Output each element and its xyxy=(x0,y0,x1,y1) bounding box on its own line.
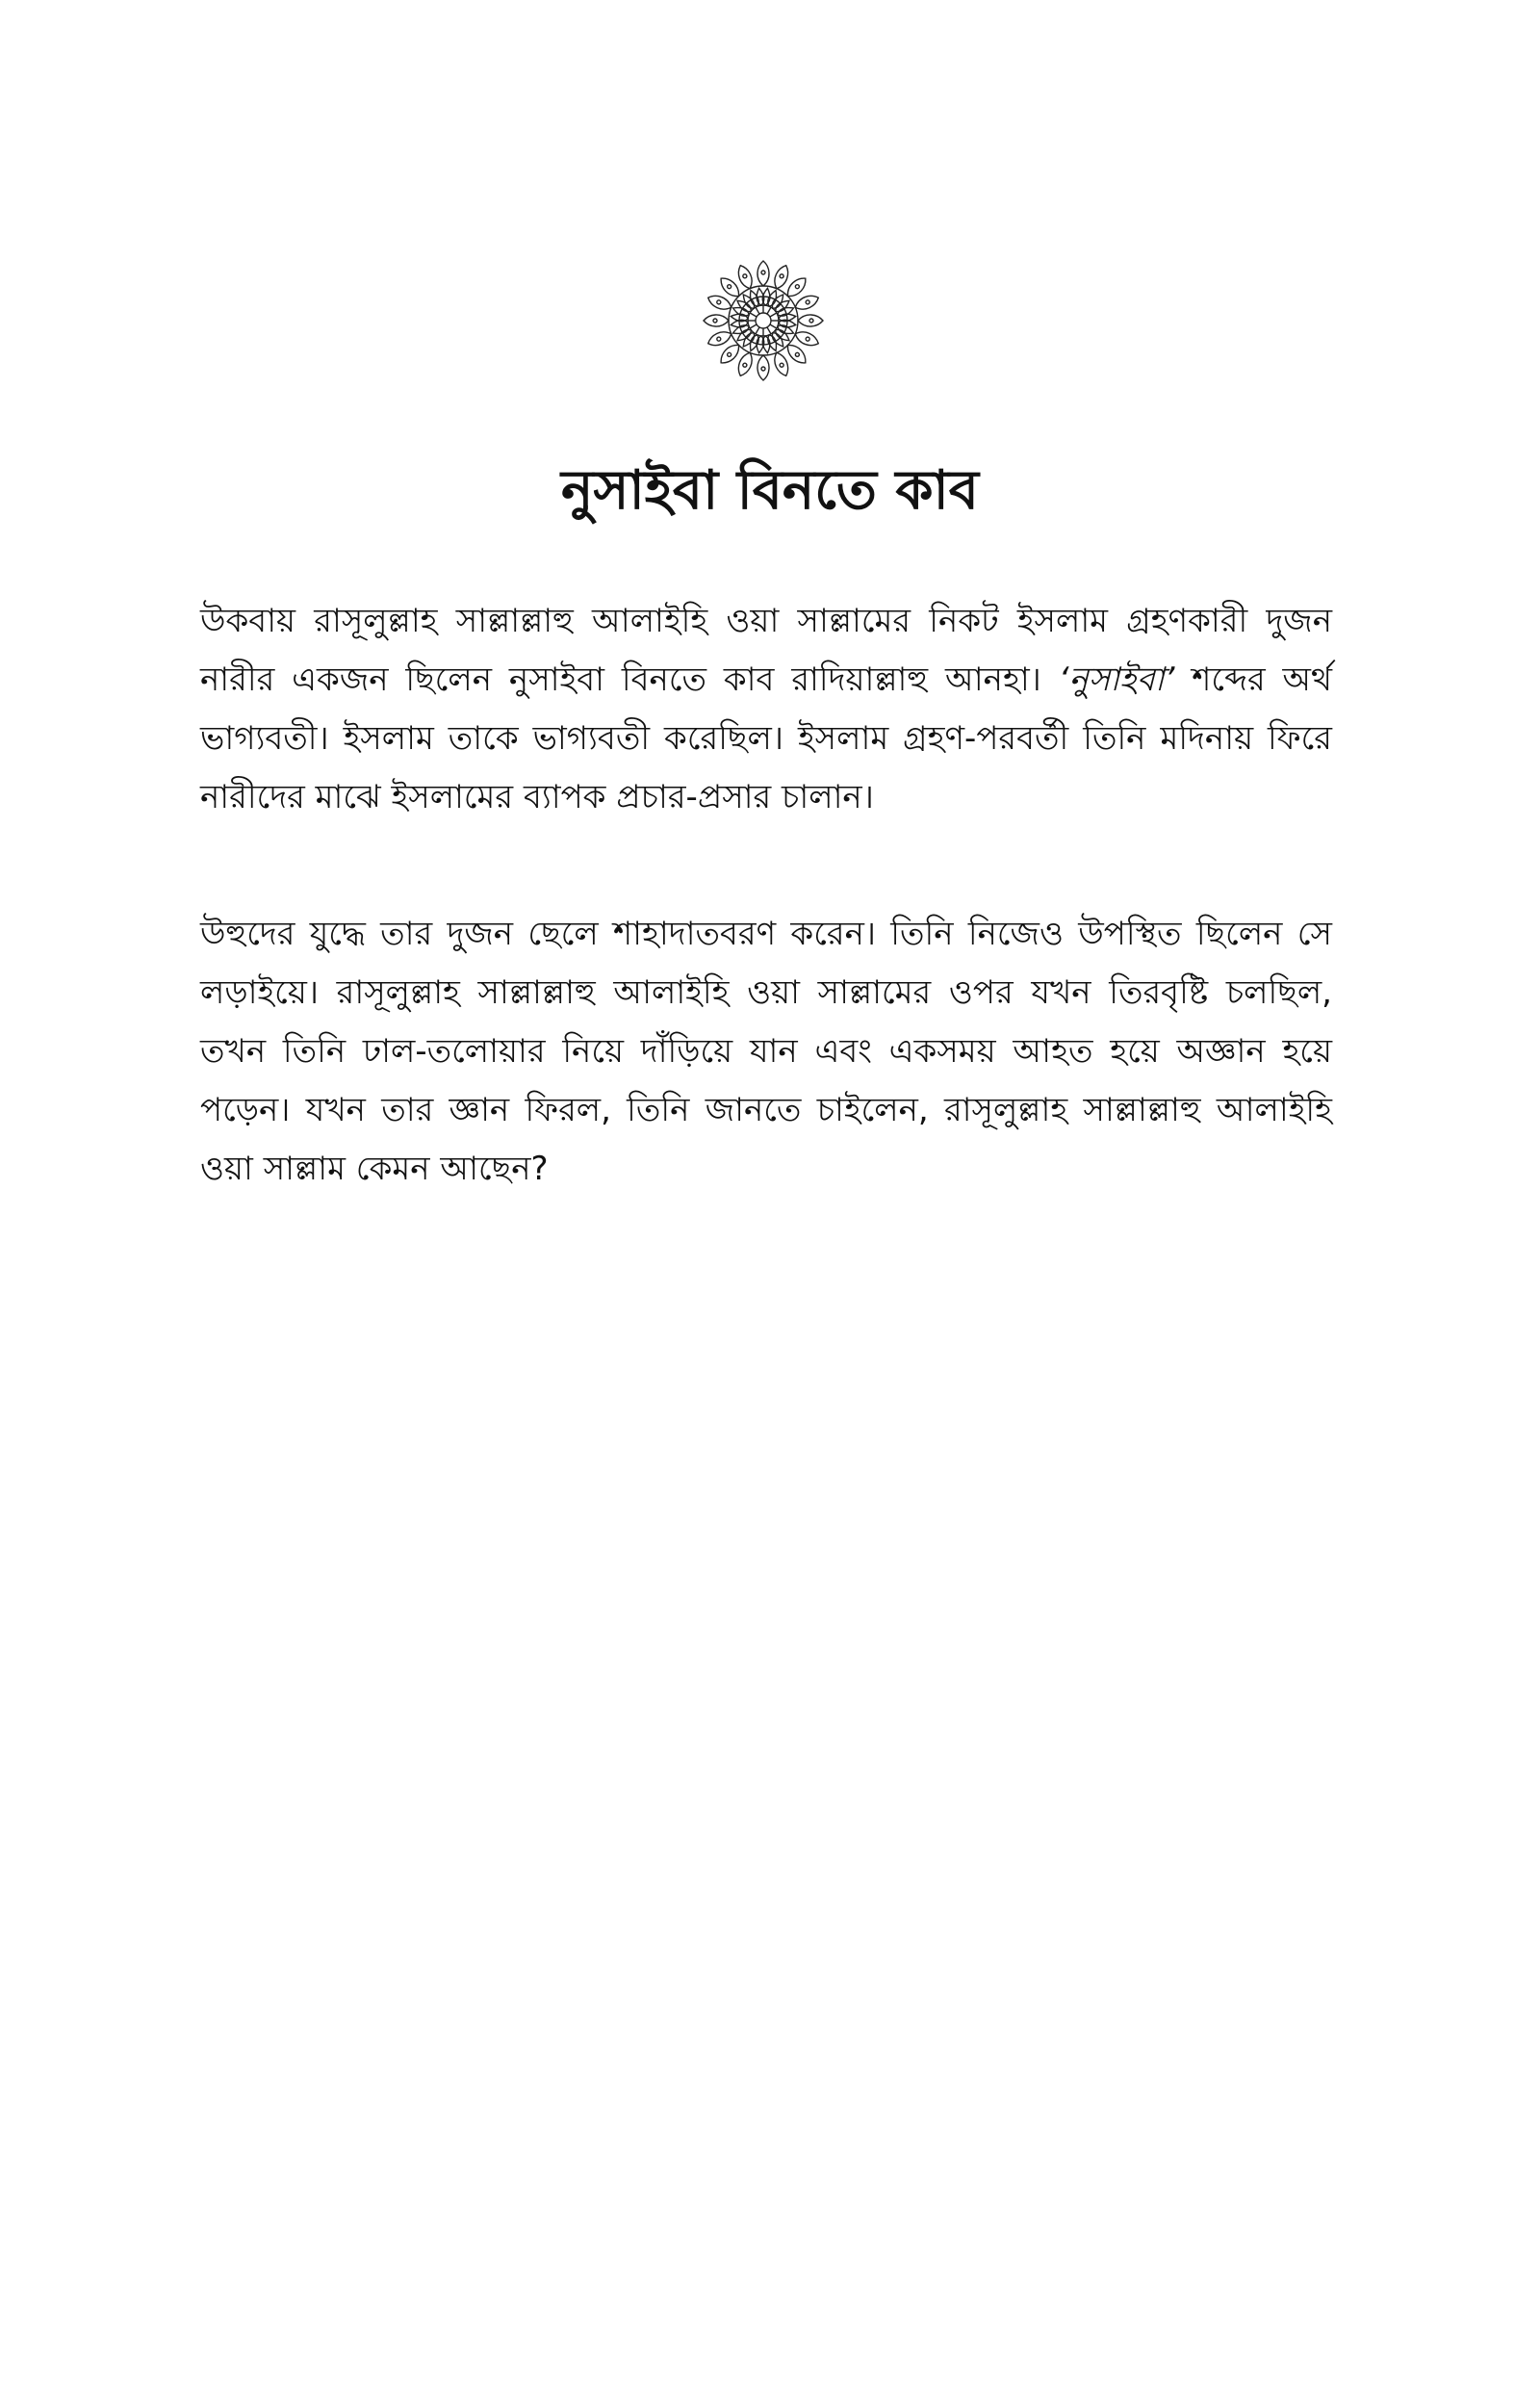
paragraph-1-text-a: উকবায় রাসূলুল্লাহ সাল্লাল্লাহু আলাইহি ওয়া সাল্লামের নিকট ইসলাম গ্রহণকারী দুজন নারীর একজন ছিলেন নুসাইবা বিনতে কাব রাদিয়াল্লাহু আনহা। xyxy=(200,602,1332,699)
paragraph-1 xyxy=(200,592,1332,827)
chapter-title: নুসাইবা বিনতে কাব xyxy=(561,459,979,522)
paragraph-1-text-b: শব্দের অর্থ ভাগ্যবতী। ইসলাম তাকে ভাগ্যবতী করেছিল। ইসলাম গ্রহণ-পরবর্তী তিনি মদিনায় ফিরে নারীদের মাঝে ইসলামের ব্যাপক প্রচার-প্রসার চালান। xyxy=(200,660,1333,816)
italic-term-nusaiba: ‘নুসাইবা’ xyxy=(1058,660,1175,699)
mandala-ornament-icon xyxy=(701,258,826,383)
paragraph-2: উহুদের যুদ্ধে তার দুজন ছেলে শাহাদাতবরণ করেন। তিনি নিজেও উপস্থিত ছিলেন সে লড়াইয়ে। রাসূলুল্লাহ সাল্লাল্লাহু আলাইহি ওয়া সাল্লামের ওপর যখন তিরবৃষ্টি চলছিল, তখন তিনি ঢাল-তলোয়ার নিয়ে দাঁড়িয়ে যান এবং একসময় আহত হয়ে অজ্ঞান হয়ে পড়েন। যখন তার জ্ঞান ফিরল, তিনি জানতে চাইলেন, রাসূলুল্লাহ সাল্লাল্লাহু আলাইহি ওয়া সাল্লাম কেমন আছেন? xyxy=(200,915,1332,1188)
